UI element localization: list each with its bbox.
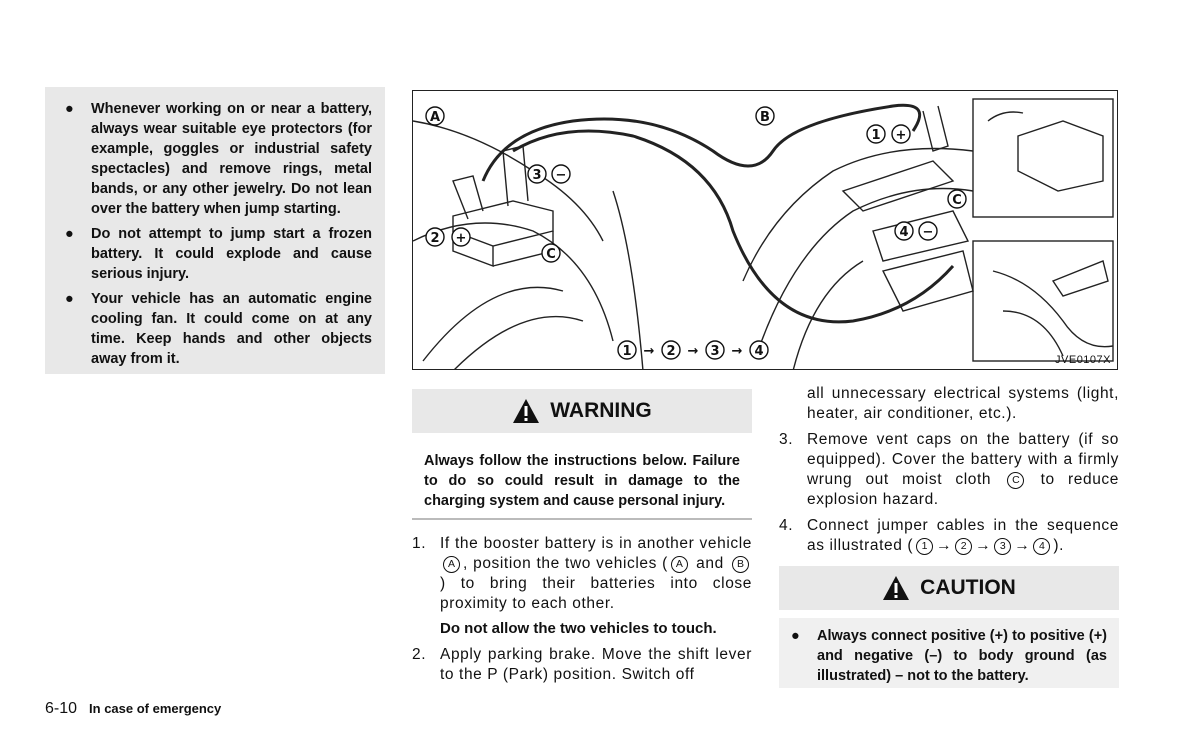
jump-start-illustration	[412, 90, 1118, 370]
step-1: 1. If the booster battery is in another vehicleA , position the two vehicles ( A and B) to bring their batteries into close proximity to each other. Do not allow the two vehicles to touch.	[412, 535, 752, 637]
label-3: 3	[532, 168, 542, 183]
label-3-minus: −	[555, 168, 567, 183]
step-1-note: Do not allow the two vehicles to touch.	[440, 620, 717, 637]
left-bullet-list	[53, 99, 372, 369]
seq-arrow-1: →	[643, 344, 655, 359]
caution-header-box	[779, 566, 1119, 610]
label-c-left: C	[546, 247, 556, 262]
warning-text: Always follow the instructions below. Failure to do so could result in damage to the charging system and cause personal injury.	[424, 453, 740, 509]
steps-column-middle	[412, 534, 752, 691]
page-footer	[45, 700, 221, 718]
seq-4: 4	[754, 344, 764, 359]
circled-c-icon: C	[1007, 472, 1024, 489]
steps-column-right	[779, 384, 1119, 562]
step-4: 4. Connect jumper cables in the sequence as illustrated ( 1 → 2 → 3 → 4 ).	[779, 517, 1119, 554]
label-c-right: C	[952, 193, 962, 208]
caution-bullet: ● Always connect positive (+) to positive (+) and negative (–) to body ground (as illustrated) – not to the battery.	[791, 628, 1107, 684]
step-3: 3. Remove vent caps on the battery (if so equipped). Cover the battery with a firmly wrung out moist cloth C to reduce explosion hazard.	[779, 431, 1119, 508]
figure-id: JVE0107X	[1055, 354, 1111, 366]
label-1-plus: +	[895, 128, 907, 143]
bullet-frozen-battery: ● Do not attempt to jump start a frozen battery. It could explode and cause serious injury.	[65, 226, 372, 282]
caution-triangle-icon	[882, 575, 910, 601]
label-4-minus: −	[922, 225, 934, 240]
bullet-eye-protection: ● Whenever working on or near a battery, always wear suitable eye protectors (for example, goggles or industrial safety spectacles) and remove rings, metal bands, or any other jewelry. Do not lean over the battery when jump starting.	[65, 101, 372, 217]
step-2: 2. Apply parking brake. Move the shift lever to the P (Park) position. Switch off	[412, 646, 752, 683]
warning-box-bottom-rule	[412, 518, 752, 520]
circled-a-icon: A	[671, 556, 688, 573]
section-name: In case of emergency	[89, 701, 222, 716]
bullet-cooling-fan: ● Your vehicle has an automatic engine cooling fan. It could come on at any time. Keep hands and other objects away from it.	[65, 291, 372, 367]
seq-arrow-3: →	[731, 344, 743, 359]
circled-a-icon: A	[443, 556, 460, 573]
left-warning-box	[45, 87, 385, 374]
caution-title: CAUTION	[920, 576, 1016, 599]
warning-title: WARNING	[550, 399, 652, 422]
jump-start-diagram	[413, 91, 1118, 370]
label-2-plus: +	[455, 231, 467, 246]
warning-header-box	[412, 389, 752, 433]
label-a: A	[429, 110, 441, 125]
page-number: 6-10	[45, 700, 78, 717]
seq-2: 2	[666, 344, 676, 359]
label-4: 4	[899, 225, 909, 240]
seq-1: 1	[622, 344, 632, 359]
caution-body-box	[779, 618, 1119, 688]
label-1: 1	[871, 128, 881, 143]
warning-triangle-icon	[512, 398, 540, 424]
seq-arrow-2: →	[687, 344, 699, 359]
label-2: 2	[430, 231, 440, 246]
step-2-continued: all unnecessary electrical systems (light, heater, air conditioner, etc.).	[807, 385, 1119, 422]
circled-b-icon: B	[732, 556, 749, 573]
label-b: B	[760, 110, 770, 125]
seq-3: 3	[710, 344, 720, 359]
